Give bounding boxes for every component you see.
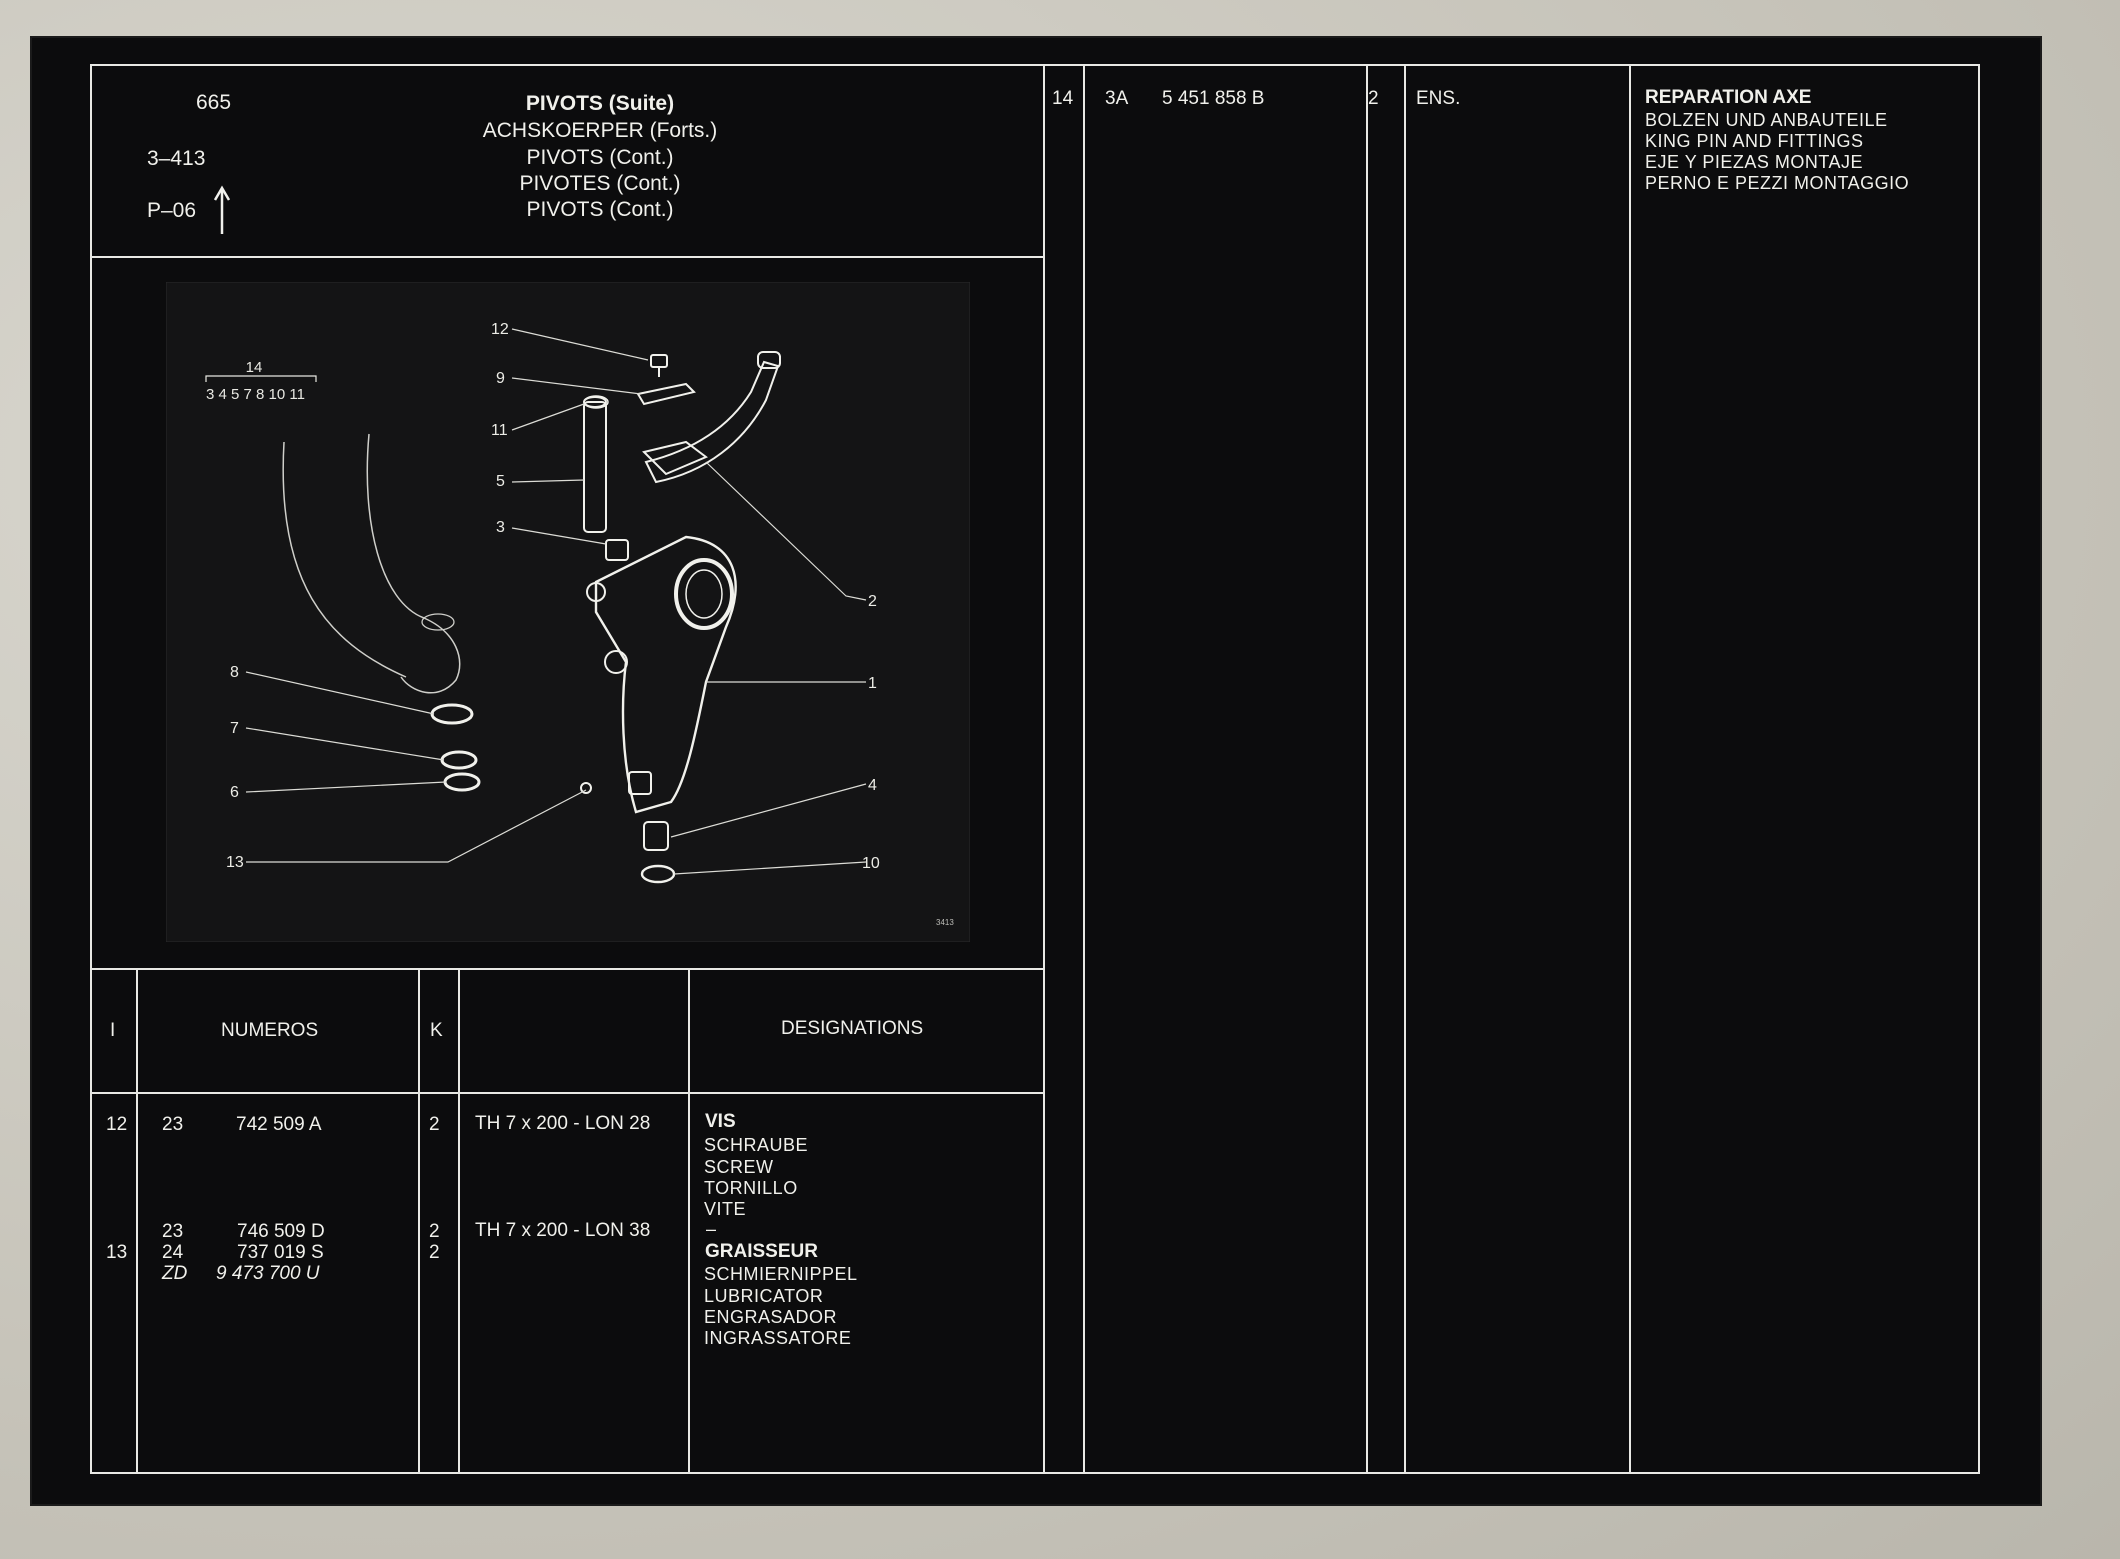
drawing-ref: 3413 — [936, 918, 954, 927]
plate-code: P–06 — [147, 199, 197, 222]
translation-de: BOLZEN UND ANBAUTEILE — [1645, 110, 1888, 130]
part-number: 5 451 858 B — [1162, 88, 1265, 109]
translation-en: LUBRICATOR — [704, 1286, 824, 1306]
table-top-line — [92, 968, 1043, 970]
callout-2: 2 — [868, 593, 877, 610]
separator-dash: – — [706, 1219, 717, 1239]
group-label: 14 — [245, 359, 263, 376]
designation-name: GRAISSEUR — [705, 1241, 818, 1262]
divider-right-desc — [1629, 64, 1631, 1474]
callout-6: 6 — [230, 784, 239, 801]
divider-right-unit — [1404, 64, 1406, 1474]
part-prefix: 3A — [1105, 88, 1129, 109]
divider-spec — [688, 968, 690, 1474]
callout-11: 11 — [491, 422, 508, 439]
part-number: 746 509 D — [237, 1221, 325, 1242]
divider-right-qty — [1366, 64, 1368, 1474]
title-es: PIVOTES (Cont.) — [519, 172, 681, 195]
title-en: PIVOTS (Cont.) — [526, 146, 674, 169]
spec: TH 7 x 200 - LON 28 — [475, 1113, 651, 1134]
callout-9: 9 — [496, 370, 505, 387]
title-it: PIVOTS (Cont.) — [526, 198, 674, 221]
callout-12: 12 — [491, 321, 509, 338]
callout-5: 5 — [496, 473, 505, 490]
divider-index — [136, 968, 138, 1474]
header-bottom-line — [90, 256, 1043, 258]
callout-8: 8 — [230, 664, 239, 681]
quantity: 2 — [1368, 88, 1379, 109]
row-index: 14 — [1052, 88, 1074, 109]
arrow-up-icon — [210, 184, 234, 236]
callout-13: 13 — [226, 854, 244, 871]
title-fr: PIVOTS (Suite) — [525, 92, 675, 115]
unit: ENS. — [1416, 88, 1461, 109]
col-header-index: I — [110, 1020, 116, 1041]
callout-3: 3 — [496, 519, 505, 536]
spec: TH 7 x 200 - LON 38 — [475, 1220, 651, 1241]
page-number: 665 — [196, 91, 232, 114]
row-index: 13 — [106, 1242, 128, 1263]
table-header-line — [92, 1092, 1043, 1094]
part-prefix: 23 — [162, 1114, 184, 1135]
divider-numbers — [418, 968, 420, 1474]
designation-name: VIS — [705, 1111, 736, 1132]
part-prefix: 23 — [162, 1221, 184, 1242]
callout-7: 7 — [230, 720, 239, 737]
translation-de: SCHMIERNIPPEL — [704, 1264, 858, 1284]
part-number: 737 019 S — [237, 1242, 324, 1263]
divider-qty — [458, 968, 460, 1474]
divider-right-index — [1083, 64, 1085, 1474]
col-header-qty: K — [430, 1020, 443, 1041]
title-de: ACHSKOERPER (Forts.) — [482, 119, 718, 142]
exploded-parts-diagram — [166, 282, 970, 942]
translation-it: VITE — [704, 1199, 747, 1219]
translation-es: ENGRASADOR — [704, 1307, 838, 1327]
group-members: 3 4 5 7 8 10 11 — [206, 386, 305, 403]
divider-main — [1043, 64, 1045, 1474]
designation-name: REPARATION AXE — [1645, 87, 1812, 108]
part-number: 742 509 A — [236, 1114, 322, 1135]
translation-es: TORNILLO — [704, 1178, 798, 1198]
part-prefix: 24 — [162, 1242, 184, 1263]
part-prefix: ZD — [162, 1263, 188, 1284]
part-number: 9 473 700 U — [216, 1263, 320, 1284]
translation-de: SCHRAUBE — [704, 1135, 809, 1155]
translation-en: KING PIN AND FITTINGS — [1645, 131, 1864, 151]
row-index: 12 — [106, 1114, 128, 1135]
quantity: 2 — [429, 1242, 440, 1263]
callout-4: 4 — [868, 777, 877, 794]
translation-en: SCREW — [704, 1157, 774, 1177]
translation-it: INGRASSATORE — [704, 1328, 852, 1348]
translation-it: PERNO E PEZZI MONTAGGIO — [1645, 173, 1910, 193]
ref-code: 3–413 — [147, 147, 206, 170]
callout-10: 10 — [862, 855, 880, 872]
translation-es: EJE Y PIEZAS MONTAJE — [1645, 152, 1864, 172]
col-header-numbers: NUMEROS — [221, 1020, 319, 1041]
quantity: 2 — [429, 1221, 440, 1242]
callout-1: 1 — [868, 675, 877, 692]
col-header-designations: DESIGNATIONS — [781, 1018, 924, 1039]
quantity: 2 — [429, 1114, 440, 1135]
